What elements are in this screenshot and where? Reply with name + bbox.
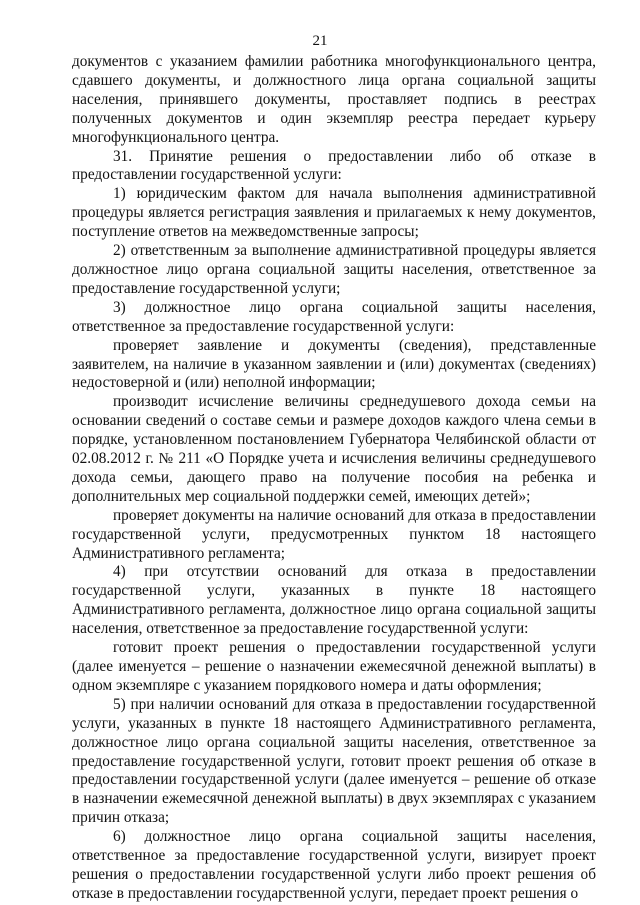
page-number: 21 — [312, 33, 328, 49]
paragraph-calculates-income: производит исчисление величины среднедушевого дохода семьи на основании сведений о составе семьи и размере доходов каждого члена семьи в порядке, установленном постановлением Губернатора Челябинской области от 02.08.2012 г. № 211 «О Порядке учета и исчисления величины среднедушевого дохода семьи, дающего право на получение пособия на ребенка и дополнительных мер социальной поддержки семей, имеющих детей»; — [72, 393, 596, 505]
paragraph-subitem-3: 3) должностное лицо органа социальной защиты населения, ответственное за предоставление государственной услуги: — [72, 298, 596, 335]
paragraph-subitem-6: 6) должностное лицо органа социальной защиты населения, ответственное за предоставление государственной услуги, визирует проект решения о предоставлении государственной услуги либо проект решения об отказе в предоставлении государственной услуги, передает проект решения о — [72, 828, 596, 902]
paragraph-prepares-decision: готовит проект решения о предоставлении государственной услуги (далее именуется – решение о назначении ежемесячной денежной выплаты) в одном экземпляре с указанием порядкового номера и даты оформления; — [72, 639, 596, 694]
page-body — [72, 53, 596, 904]
paragraph-subitem-1: 1) юридическим фактом для начала выполнения административной процедуры является регистрация заявления и прилагаемых к нему документов, поступление ответов на межведомственные запросы; — [72, 185, 596, 241]
paragraph-continuation: документов с указанием фамилии работника многофункционального центра, сдавшего документы, и должностного лица органа социальной защиты населения, принявшего документы, проставляет подпись в реестрах полученных документов и один экземпляр реестра передает курьеру многофункционального центра. — [72, 53, 596, 146]
paragraph-subitem-2: 2) ответственным за выполнение административной процедуры является должностное лицо органа социальной защиты населения, ответственное за предоставление государственной услуги; — [72, 242, 596, 297]
paragraph-subitem-4: 4) при отсутствии оснований для отказа в предоставлении государственной услуги, указанных в пункте 18 настоящего Административного регламента, должностное лицо органа социальной защиты населения, ответственное за предоставление государственной услуги: — [72, 563, 596, 638]
paragraph-checks-application: проверяет заявление и документы (сведения), представленные заявителем, на наличие в указанном заявлении и (или) документах (сведениях) недостоверной и (или) неполной информации; — [72, 336, 596, 392]
paragraph-subitem-5: 5) при наличии оснований для отказа в предоставлении государственной услуги, указанных в пункте 18 настоящего Административного регламента, должностное лицо органа социальной защиты населения, ответственное за предоставление государственной услуги, готовит проект решения об отказе в предоставлении государственной услуги (далее именуется – решение об отказе в назначении ежемесячной денежной выплаты) в двух экземплярах с указанием причин отказа; — [72, 695, 596, 827]
paragraph-item-31: 31. Принятие решения о предоставлении либо об отказе в предоставлении государственной услуги: — [72, 147, 596, 184]
paragraph-checks-refusal-grounds: проверяет документы на наличие оснований для отказа в предоставлении государственной услуги, предусмотренных пунктом 18 настоящего Административного регламента; — [72, 506, 596, 562]
